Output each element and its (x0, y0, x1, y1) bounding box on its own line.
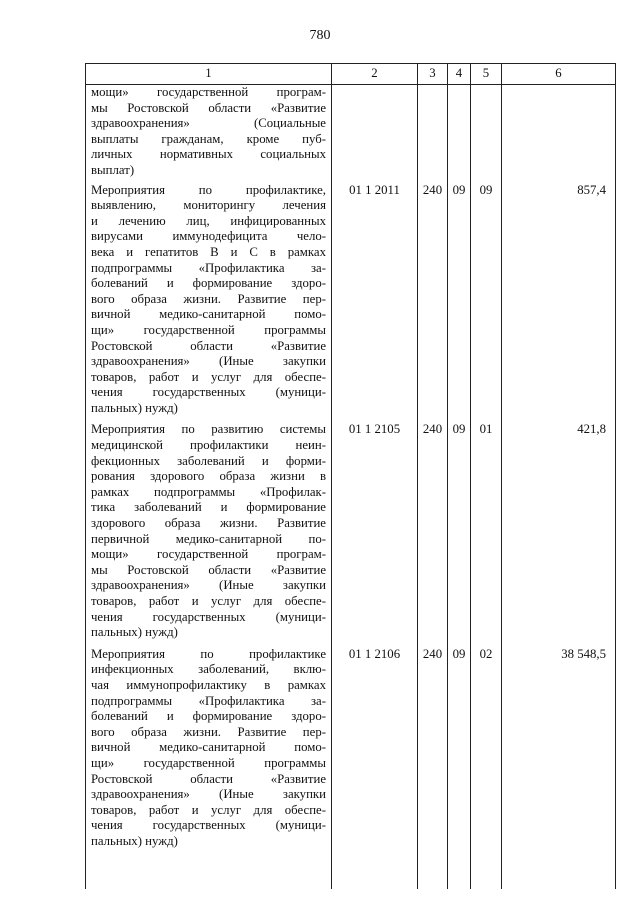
row-section: 09 (448, 643, 471, 889)
column-header: 1 (86, 64, 332, 85)
description-line: чая иммунопрофилактику в рамках (91, 677, 326, 692)
description-line: Мероприятия по развитию системы (91, 422, 326, 437)
table-row (86, 85, 616, 179)
description-line: вирусами иммунодефицита чело- (91, 229, 326, 244)
description-line: щи» государственной программы (91, 322, 326, 337)
description-line: Мероприятия по профилактике, (91, 182, 326, 197)
row-description (86, 85, 332, 179)
description-line: здравоохранения» (Иные закупки (91, 578, 326, 593)
row-target-code: 01 1 2106 (332, 643, 418, 889)
description-line: товаров, работ и услуг для обеспе- (91, 594, 326, 608)
description-line: и лечению лиц, инфицированных (91, 213, 326, 228)
description-line: рамках подпрограммы «Профилак- (91, 484, 326, 499)
description-line: здравоохранения» (Иные закупки (91, 787, 326, 802)
description-line: вого образа жизни. Развитие пер- (91, 724, 326, 739)
row-target-code (332, 85, 418, 179)
row-subsection: 02 (471, 643, 502, 889)
description-line: болеваний и формирование здоро- (91, 276, 326, 291)
row-section: 09 (448, 179, 471, 419)
budget-table (85, 63, 616, 889)
description-line: медицинской профилактики неин- (91, 438, 326, 453)
row-expense-type: 240 (418, 643, 448, 889)
description-line: мы Ростовской области «Развитие (91, 562, 326, 577)
row-expense-type (418, 85, 448, 179)
description-line: выплаты гражданам, кроме пуб- (91, 131, 326, 146)
description-line: личных нормативных социальных (91, 147, 326, 162)
row-subsection: 01 (471, 418, 502, 642)
row-target-code: 01 1 2105 (332, 418, 418, 642)
description-line: товаров, работ и услуг для обеспе- (91, 369, 326, 384)
description-line: товаров, работ и услуг для обеспе- (91, 802, 326, 817)
description-line: вичной медико-санитарной помо- (91, 307, 326, 322)
description-line: инфекционных заболеваний, вклю- (91, 662, 326, 677)
row-description (86, 179, 332, 419)
description-line: тика заболеваний и формирование (91, 500, 326, 515)
description-line: Мероприятия по профилактике (91, 646, 326, 661)
row-amount: 857,4 (502, 179, 616, 419)
description-line: болеваний и формирование здоро- (91, 709, 326, 724)
row-description (86, 418, 332, 642)
description-line: здравоохранения» (Социальные (91, 116, 326, 131)
row-expense-type: 240 (418, 179, 448, 419)
description-line: выплат) (91, 162, 135, 177)
description-line: мощи» государственной програм- (91, 85, 326, 99)
description-line: выявлению, мониторингу лечения (91, 198, 326, 213)
description-line: вого образа жизни. Развитие пер- (91, 291, 326, 306)
description-line: пальных) нужд) (91, 833, 178, 848)
description-line: Ростовской области «Развитие (91, 771, 326, 786)
column-header: 2 (332, 64, 418, 85)
column-header: 4 (448, 64, 471, 85)
row-expense-type: 240 (418, 418, 448, 642)
description-line: Ростовской области «Развитие (91, 338, 326, 353)
table-row (86, 179, 616, 419)
table-header-row (86, 64, 616, 85)
row-description (86, 643, 332, 889)
description-line: здравоохранения» (Иные закупки (91, 354, 326, 369)
row-target-code: 01 1 2011 (332, 179, 418, 419)
page-number: 780 (309, 28, 331, 43)
description-line: подпрограммы «Профилактика за- (91, 260, 326, 275)
description-line: мощи» государственной програм- (91, 547, 326, 562)
description-line: чения государственных (муници- (91, 818, 326, 833)
description-line: вичной медико-санитарной помо- (91, 740, 326, 755)
table-row (86, 643, 616, 889)
row-subsection (471, 85, 502, 179)
description-line: щи» государственной программы (91, 755, 326, 770)
column-header: 3 (418, 64, 448, 85)
row-amount: 38 548,5 (502, 643, 616, 889)
description-line: подпрограммы «Профилактика за- (91, 693, 326, 708)
column-header: 5 (471, 64, 502, 85)
description-line: здорового образа жизни. Развитие (91, 516, 326, 531)
column-header: 6 (502, 64, 616, 85)
table-row (86, 418, 616, 642)
description-line: мы Ростовской области «Развитие (91, 100, 326, 115)
description-line: чения государственных (муници- (91, 609, 326, 624)
row-amount: 421,8 (502, 418, 616, 642)
description-line: чения государственных (муници- (91, 385, 326, 400)
description-line: пальных) нужд) (91, 625, 178, 640)
row-amount (502, 85, 616, 179)
description-line: рования здорового образа жизни в (91, 469, 326, 484)
row-section: 09 (448, 418, 471, 642)
description-line: века и гепатитов В и С в рамках (91, 244, 326, 259)
description-line: первичной медико-санитарной по- (91, 531, 326, 546)
row-section (448, 85, 471, 179)
description-line: фекционных заболеваний и форми- (91, 453, 326, 468)
row-subsection: 09 (471, 179, 502, 419)
description-line: пальных) нужд) (91, 400, 178, 415)
